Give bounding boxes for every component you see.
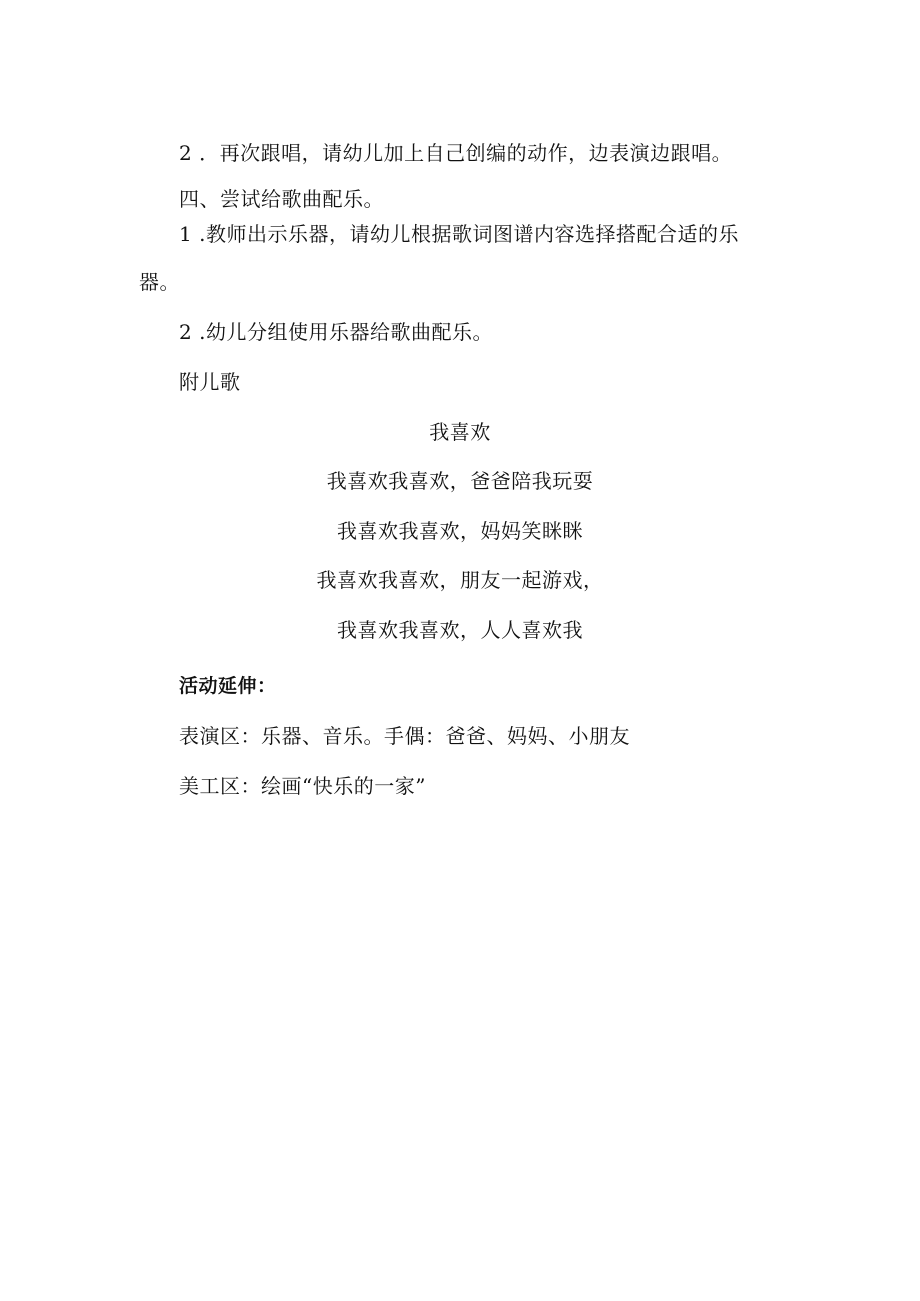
section-heading-four: 四、尝试给歌曲配乐。: [179, 187, 384, 211]
paragraph-step-1-instruments: 1 .教师出示乐器，请幼儿根据歌词图谱内容选择搭配合适的乐: [179, 222, 739, 246]
song-line: 我喜欢我喜欢，爸爸陪我玩耍: [326, 469, 594, 493]
song-title: 我喜欢: [429, 420, 491, 444]
song-line: 我喜欢我喜欢，妈妈笑眯眯: [337, 519, 583, 543]
paragraph-step-2-singing: 2 ．再次跟唱，请幼儿加上自己创编的动作，边表演边跟唱。: [179, 141, 733, 165]
song-line: 我喜欢我喜欢，朋友一起游戏，: [316, 568, 604, 592]
extension-item-art: 美工区：绘画“快乐的一家”: [179, 774, 426, 798]
paragraph-step-2-groups: 2 .幼儿分组使用乐器给歌曲配乐。: [179, 320, 493, 344]
paragraph-step-1-instruments-cont: 器。: [139, 270, 180, 294]
extension-heading: 活动延伸：: [179, 675, 277, 697]
song-line: 我喜欢我喜欢，人人喜欢我: [337, 618, 583, 642]
extension-item-performance: 表演区：乐器、音乐。手偶：爸爸、妈妈、小朋友: [179, 724, 630, 748]
appendix-label: 附儿歌: [179, 370, 241, 394]
